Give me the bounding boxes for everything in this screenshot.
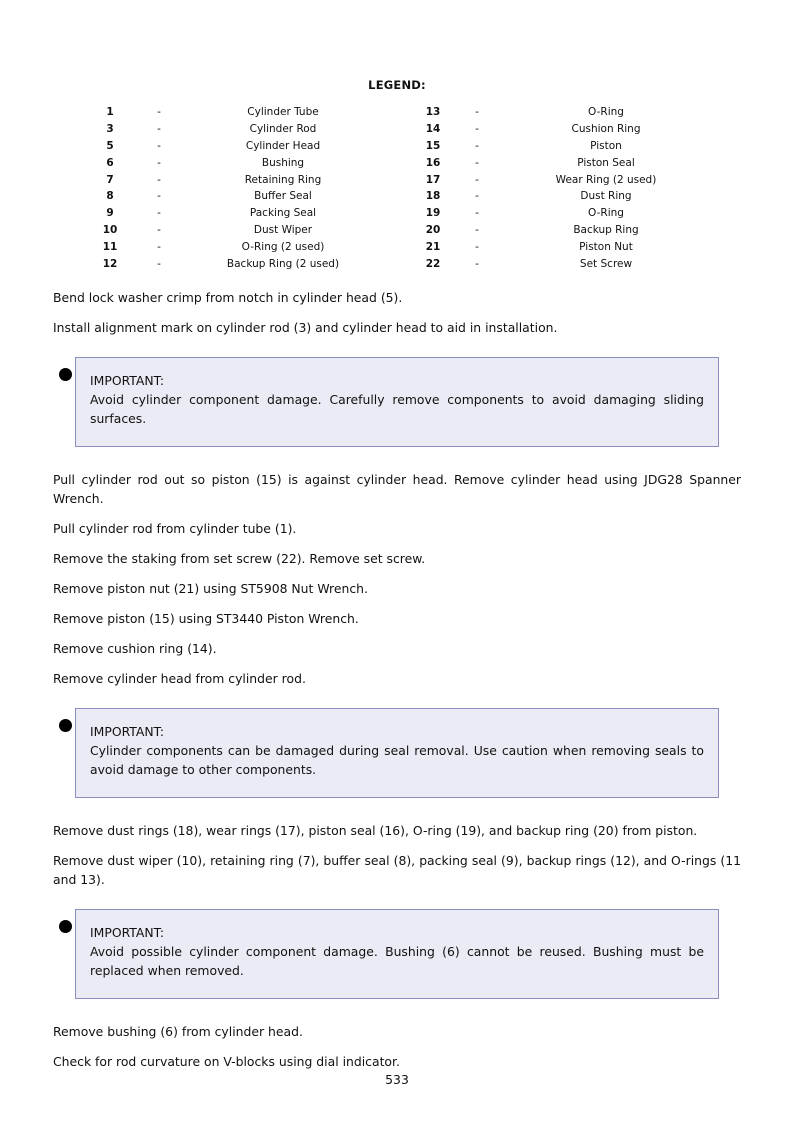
bullet-icon xyxy=(59,920,72,933)
legend-item-name: O-Ring xyxy=(588,106,624,119)
legend-row xyxy=(70,121,726,138)
bullet-icon xyxy=(59,368,72,381)
legend-item-number: 8 xyxy=(106,190,114,203)
important-notice xyxy=(75,708,719,798)
legend-item-number: 14 xyxy=(425,123,441,136)
procedure-step: Install alignment mark on cylinder rod (3) and cylinder head to aid in installation. xyxy=(53,320,558,335)
legend-dash: - xyxy=(157,173,161,186)
legend-dash: - xyxy=(475,240,479,253)
legend-item-name: Cylinder Head xyxy=(245,139,321,152)
legend-item-number: 21 xyxy=(425,240,441,253)
legend-item-name: Buffer Seal xyxy=(254,190,312,203)
legend-item-number: 11 xyxy=(102,240,118,253)
legend-dash: - xyxy=(475,106,479,119)
legend-dash: - xyxy=(475,190,479,203)
legend-item-name: Packing Seal xyxy=(249,207,317,220)
legend-item-number: 10 xyxy=(102,223,118,236)
legend-item-name: O-Ring (2 used) xyxy=(241,240,325,253)
legend-dash: - xyxy=(157,257,161,270)
legend-dash: - xyxy=(475,156,479,169)
legend-row xyxy=(70,188,726,205)
legend-item-number: 3 xyxy=(106,123,114,136)
legend-row xyxy=(70,104,726,121)
legend-item-name: Backup Ring (2 used) xyxy=(226,257,340,270)
procedure-step: Remove dust wiper (10), retaining ring (7), buffer seal (8), packing seal (9), backup rings (12), and O-rings (11 and 13). xyxy=(53,853,741,887)
legend-item-number: 7 xyxy=(106,173,114,186)
legend-item-number: 16 xyxy=(425,156,441,169)
legend-row xyxy=(70,255,726,272)
important-text: Avoid possible cylinder component damage. Bushing (6) cannot be reused. Bushing must be replaced when removed. xyxy=(90,944,704,978)
procedure-content xyxy=(53,288,741,1082)
legend-dash: - xyxy=(157,190,161,203)
procedure-step: Check for rod curvature on V-blocks using dial indicator. xyxy=(53,1054,400,1069)
procedure-step: Remove cushion ring (14). xyxy=(53,641,217,656)
important-label: IMPORTANT: xyxy=(90,724,165,739)
procedure-step: Remove piston nut (21) using ST5908 Nut Wrench. xyxy=(53,581,368,596)
legend-item-number: 6 xyxy=(106,156,114,169)
legend-dash: - xyxy=(475,257,479,270)
legend-dash: - xyxy=(475,207,479,220)
legend-row xyxy=(70,238,726,255)
procedure-step: Pull cylinder rod from cylinder tube (1). xyxy=(53,521,297,536)
bullet-icon xyxy=(59,719,72,732)
page-number: 533 xyxy=(385,1072,409,1087)
legend-dash: - xyxy=(157,106,161,119)
important-notice xyxy=(75,357,719,447)
legend-item-number: 22 xyxy=(425,257,441,270)
legend-item-number: 5 xyxy=(106,139,114,152)
legend-item-number: 1 xyxy=(106,106,114,119)
legend-dash: - xyxy=(157,139,161,152)
legend-item-number: 18 xyxy=(425,190,441,203)
procedure-step: Pull cylinder rod out so piston (15) is against cylinder head. Remove cylinder head using JDG28 Spanner Wrench. xyxy=(53,472,741,506)
legend-row xyxy=(70,171,726,188)
legend-item-name: Wear Ring (2 used) xyxy=(555,173,657,186)
legend-row xyxy=(70,154,726,171)
legend-dash: - xyxy=(157,223,161,236)
important-label: IMPORTANT: xyxy=(90,373,165,388)
legend-item-name: Backup Ring xyxy=(573,223,639,236)
legend-item-name: Retaining Ring xyxy=(244,173,322,186)
legend-item-name: Bushing xyxy=(261,156,305,169)
legend-dash: - xyxy=(157,123,161,136)
legend-item-name: Dust Wiper xyxy=(253,223,313,236)
procedure-step: Remove bushing (6) from cylinder head. xyxy=(53,1024,303,1039)
legend-item-number: 13 xyxy=(425,106,441,119)
legend-dash: - xyxy=(475,139,479,152)
legend-table xyxy=(70,104,726,272)
legend-row xyxy=(70,138,726,155)
legend-item-name: Piston Seal xyxy=(577,156,635,169)
legend-item-name: Piston Nut xyxy=(579,240,633,253)
legend-item-name: O-Ring xyxy=(588,207,624,220)
legend-item-name: Cylinder Rod xyxy=(249,123,317,136)
legend-item-number: 17 xyxy=(425,173,441,186)
procedure-step: Remove piston (15) using ST3440 Piston Wrench. xyxy=(53,611,359,626)
procedure-step: Remove dust rings (18), wear rings (17), piston seal (16), O-ring (19), and backup ring (20) from piston. xyxy=(53,823,698,838)
legend-item-number: 9 xyxy=(106,207,114,220)
legend-dash: - xyxy=(475,173,479,186)
legend-item-number: 20 xyxy=(425,223,441,236)
legend-item-name: Piston xyxy=(590,139,622,152)
legend-item-name: Set Screw xyxy=(579,257,633,270)
important-text: Avoid cylinder component damage. Carefully remove components to avoid damaging sliding surfaces. xyxy=(90,392,704,426)
procedure-step: Remove cylinder head from cylinder rod. xyxy=(53,671,306,686)
important-label: IMPORTANT: xyxy=(90,925,165,940)
legend-row xyxy=(70,205,726,222)
important-notice xyxy=(75,909,719,999)
important-text: Cylinder components can be damaged during seal removal. Use caution when removing seals to avoid damage to other components. xyxy=(90,743,704,777)
legend-item-name: Cylinder Tube xyxy=(247,106,319,119)
legend-item-number: 12 xyxy=(102,257,118,270)
legend-dash: - xyxy=(157,156,161,169)
legend-row xyxy=(70,222,726,239)
legend-title: LEGEND: xyxy=(368,78,426,92)
legend-dash: - xyxy=(475,223,479,236)
legend-item-number: 15 xyxy=(425,139,441,152)
legend-item-name: Dust Ring xyxy=(580,190,632,203)
legend-item-number: 19 xyxy=(425,207,441,220)
legend-dash: - xyxy=(157,240,161,253)
legend-dash: - xyxy=(475,123,479,136)
legend-item-name: Cushion Ring xyxy=(571,123,641,136)
procedure-step: Bend lock washer crimp from notch in cylinder head (5). xyxy=(53,290,403,305)
procedure-step: Remove the staking from set screw (22). Remove set screw. xyxy=(53,551,426,566)
legend-dash: - xyxy=(157,207,161,220)
